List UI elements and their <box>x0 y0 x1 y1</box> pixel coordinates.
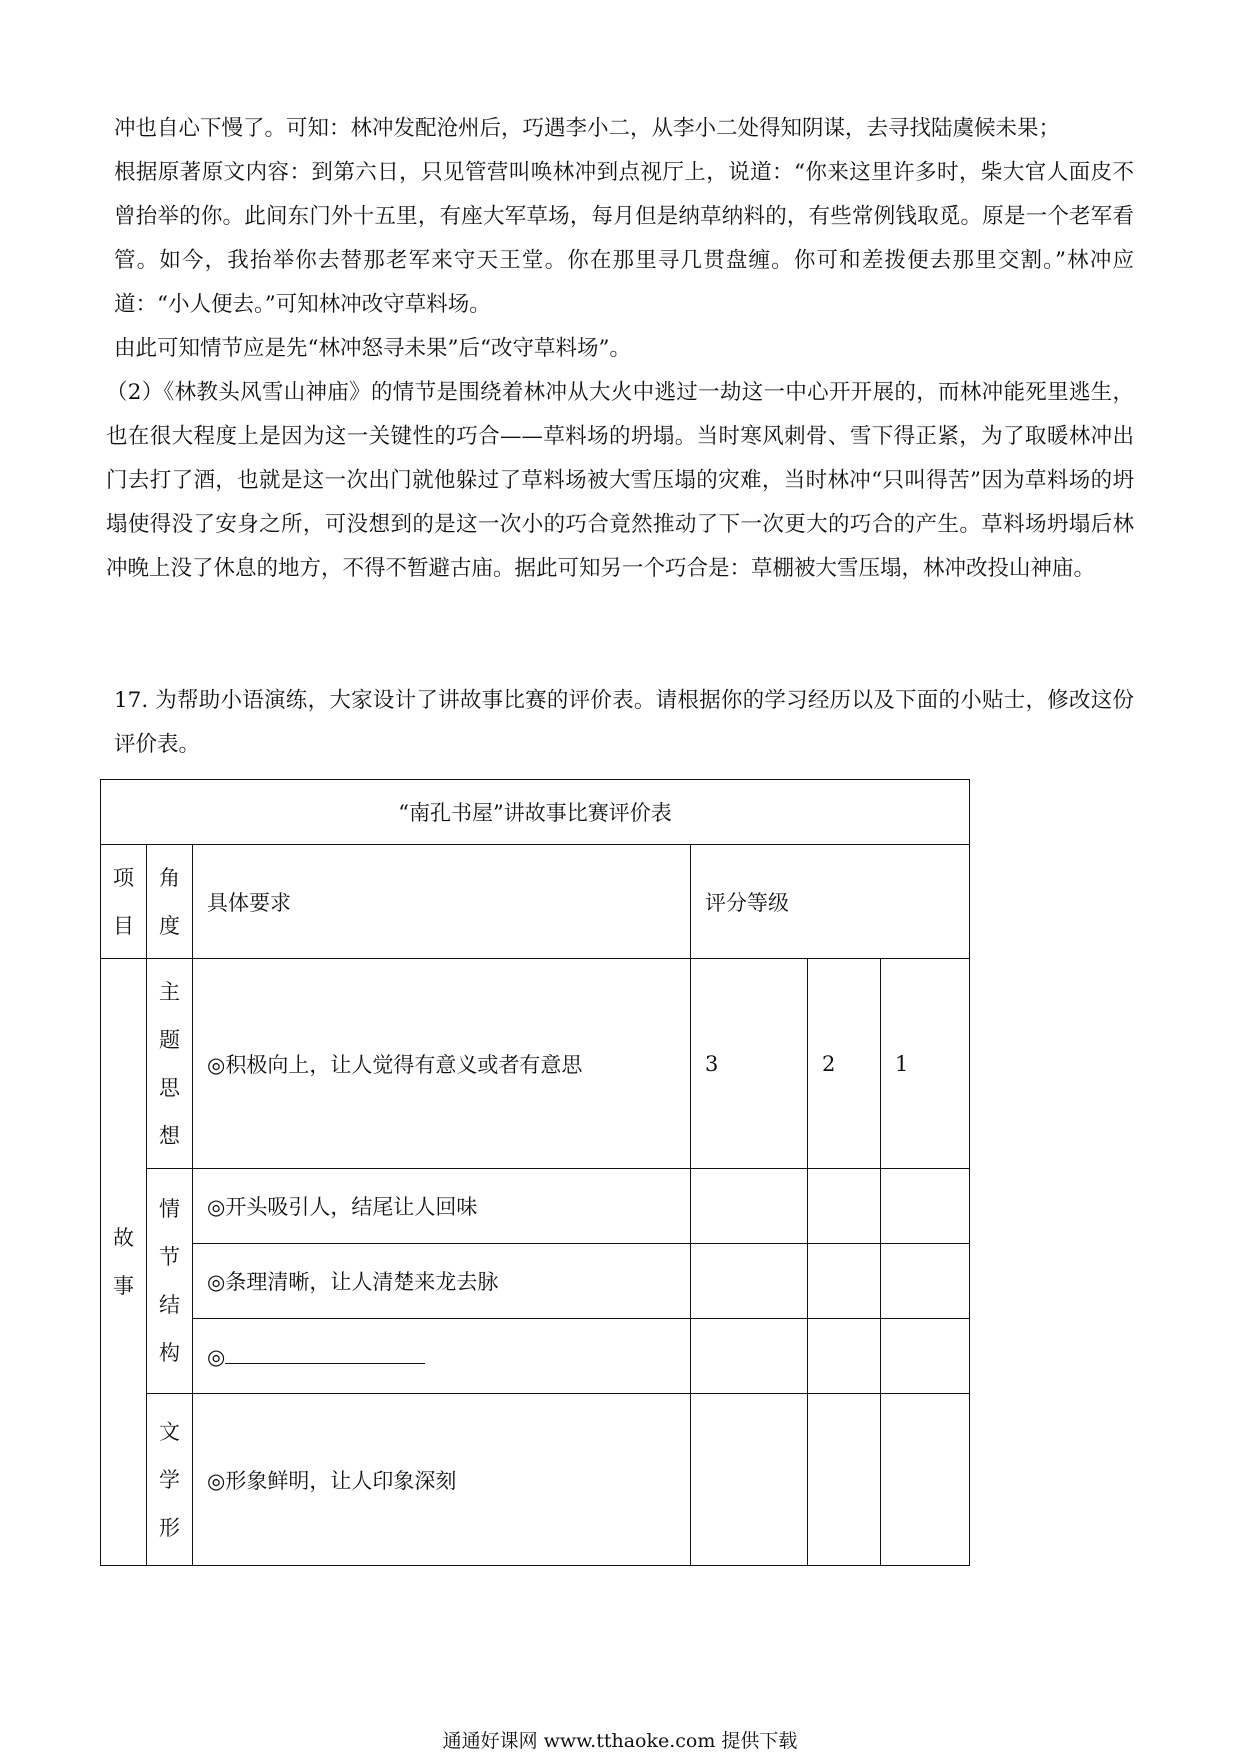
header-item <box>101 845 147 959</box>
score-cell <box>808 1319 881 1394</box>
header-item-char: 目 <box>113 913 134 938</box>
score-cell <box>808 1169 881 1244</box>
section-story <box>101 959 147 1566</box>
score-cell <box>691 1244 808 1319</box>
score-cell <box>691 1394 808 1566</box>
score-cell <box>808 1394 881 1566</box>
angle-char: 学 <box>159 1467 180 1492</box>
header-requirements: 具体要求 <box>193 845 691 959</box>
answer-paragraph-4: （2）《林教头风雪山神庙》的情节是围绕着林冲从大火中逃过一劫这一中心开开展的，而林冲能死里逃生，也在很大程度上是因为这一关键性的巧合——草料场的坍塌。当时寒风刺骨、雪下得正紧，为了取暖林冲出门去打了酒，也就是这一次出门就他躲过了草料场被大雪压塌的灾难，当时林冲“只叫得苦”因为草料场的坍塌使得没了安身之所，可没想到的是这一次小的巧合竟然推动了下一次更大的巧合的产生。草料场坍塌后林冲晚上没了休息的地方，不得不暂避古庙。据此可知另一个巧合是：草棚被大雪压塌，林冲改投山神庙。 <box>106 380 1134 581</box>
score-1: 1 <box>881 959 970 1169</box>
table-row-plot-2 <box>101 1244 970 1319</box>
answer-paragraph-2: 根据原著原文内容：到第六日，只见管营叫唤林冲到点视厅上，说道：“你来这里许多时，柴大官人面皮不曾抬举的你。此间东门外十五里，有座大军草场，每月但是纳草纳料的，有些常例钱取觅。原是一个老军看管。如今，我抬举你去替那老军来守天王堂。你在那里寻几贯盘缠。你可和差拨便去那里交割。”林冲应道：“小人便去。”可知林冲改守草料场。 <box>114 160 1134 317</box>
angle-char: 题 <box>159 1027 180 1052</box>
answer-blank[interactable] <box>225 1343 425 1364</box>
answer-paragraph-1: 冲也自心下慢了。可知：林冲发配沧州后，巧遇李小二，从李小二处得知阴谋，去寻找陆虞候未果； <box>114 116 1061 141</box>
requirement-plot-1: ◎开头吸引人，结尾让人回味 <box>193 1169 691 1244</box>
angle-char: 想 <box>159 1123 180 1148</box>
angle-char: 节 <box>159 1245 180 1269</box>
angle-char: 结 <box>159 1293 180 1317</box>
question-17-prompt: 17. 为帮助小语演练，大家设计了讲故事比赛的评价表。请根据你的学习经历以及下面的小贴士，修改这份评价表。 <box>114 688 1134 757</box>
header-angle <box>147 845 193 959</box>
score-cell <box>881 1244 970 1319</box>
score-cell <box>881 1394 970 1566</box>
table-header-row <box>101 845 970 959</box>
table-row-theme <box>101 959 970 1169</box>
score-cell <box>881 1169 970 1244</box>
table-title-row <box>101 780 970 845</box>
score-cell <box>808 1244 881 1319</box>
score-cell <box>691 1169 808 1244</box>
table-row-image <box>101 1394 970 1566</box>
score-3: 3 <box>691 959 808 1169</box>
requirement-marker: ◎ <box>207 1345 226 1369</box>
angle-char: 文 <box>159 1419 180 1444</box>
angle-char: 形 <box>159 1515 180 1540</box>
section-char: 故 <box>113 1226 134 1250</box>
angle-char: 情 <box>159 1197 180 1221</box>
answer-paragraph-3: 由此可知情节应是先“林冲怒寻未果”后“改守草料场”。 <box>114 336 631 361</box>
requirement-plot-3 <box>193 1319 691 1394</box>
score-cell <box>881 1319 970 1394</box>
footer-source: 通通好课网 www.tthaoke.com 提供下载 <box>442 1730 798 1752</box>
evaluation-table <box>100 779 970 1566</box>
requirement-theme: ◎积极向上，让人觉得有意义或者有意思 <box>193 959 691 1169</box>
requirement-image: ◎形象鲜明，让人印象深刻 <box>193 1394 691 1566</box>
angle-theme <box>147 959 193 1169</box>
table-title: “南孔书屋”讲故事比赛评价表 <box>101 780 970 845</box>
table-row-plot-3 <box>101 1319 970 1394</box>
header-item-char: 项 <box>113 865 134 890</box>
section-char: 事 <box>113 1274 134 1298</box>
score-2: 2 <box>808 959 881 1169</box>
angle-char: 思 <box>159 1075 180 1100</box>
score-cell <box>691 1319 808 1394</box>
table-row-plot-1 <box>101 1169 970 1244</box>
angle-char: 构 <box>159 1341 180 1365</box>
header-grading: 评分等级 <box>691 845 970 959</box>
angle-char: 主 <box>159 979 180 1004</box>
header-angle-char: 度 <box>159 913 180 938</box>
requirement-plot-2: ◎条理清晰，让人清楚来龙去脉 <box>193 1244 691 1319</box>
angle-plot <box>147 1169 193 1394</box>
angle-image <box>147 1394 193 1566</box>
header-angle-char: 角 <box>159 865 180 890</box>
